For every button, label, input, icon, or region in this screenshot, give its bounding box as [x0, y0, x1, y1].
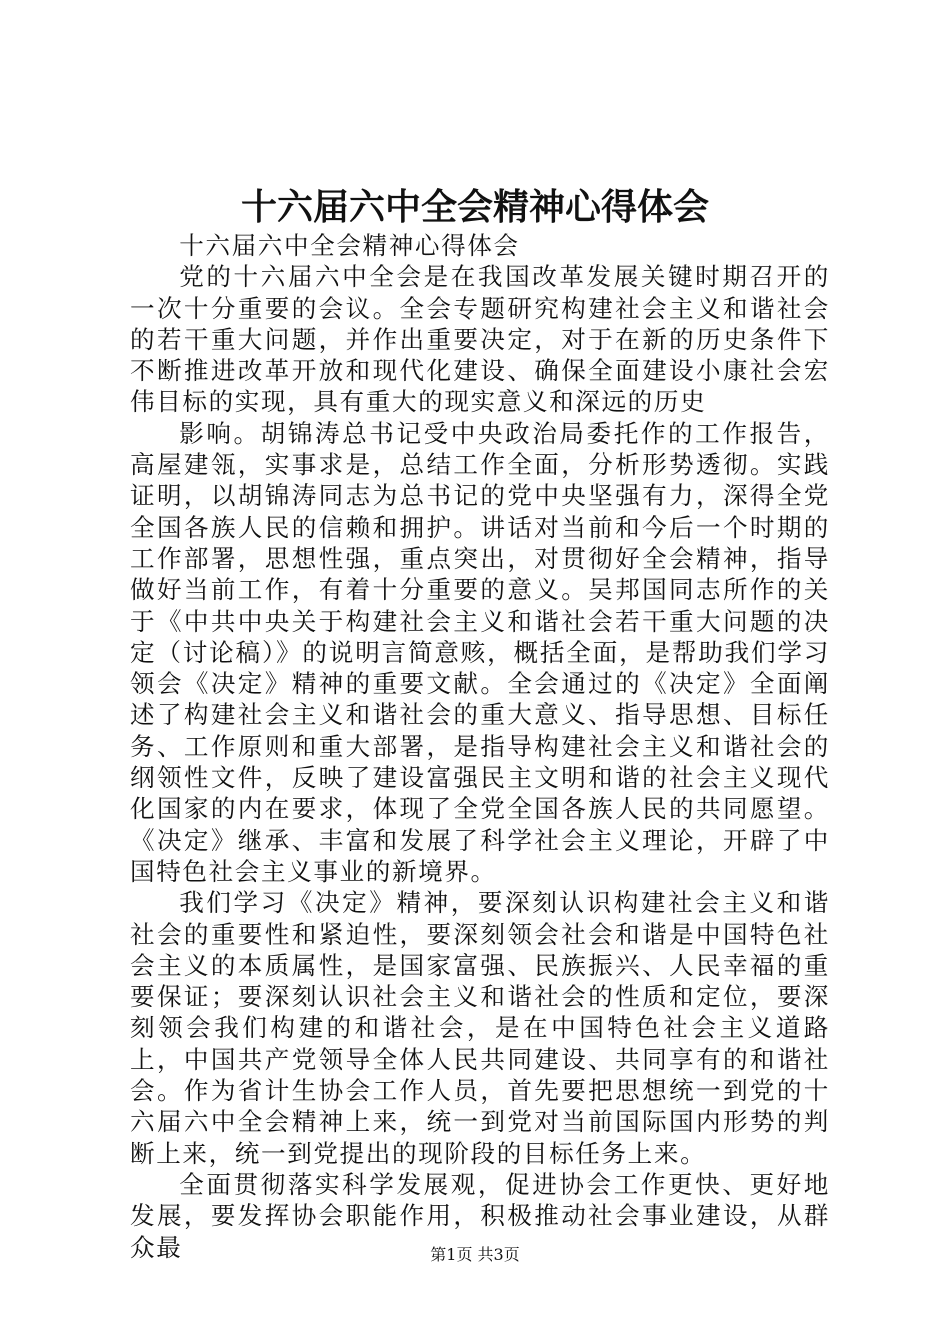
body-paragraph: 我们学习《决定》精神，要深刻认识构建社会主义和谐社会的重要性和紧迫性，要深刻领会社会和谐是中国特色社会主义的本质属性，是国家富强、民族振兴、人民幸福的重要保证；要深刻认识社会主义和谐社会的性质和定位，要深刻领会我们构建的和谐社会，是在中国特色社会主义道路上，中国共产党领导全体人民共同建设、共同享有的和谐社会。作为省计生协会工作人员，首先要把思想统一到党的十六届六中全会精神上来，统一到党对当前国际国内形势的判断上来，统一到党提出的现阶段的目标任务上来。	[130, 888, 830, 1168]
document-title: 十六届六中全会精神心得体会	[240, 187, 709, 228]
body-paragraph: 十六届六中全会精神心得体会	[179, 231, 520, 260]
page-footer	[0, 1244, 950, 1266]
body-paragraph: 全面贯彻落实科学发展观，促进协会工作更快、更好地发展，要发挥协会职能作用，积极推动社会事业建设，从群众最	[130, 1169, 830, 1262]
page-number: 第1页 共3页	[430, 1245, 520, 1264]
body-paragraph: 党的十六届六中全会是在我国改革发展关键时期召开的一次十分重要的会议。全会专题研究构建社会主义和谐社会的若干重大问题，并作出重要决定，对于在新的历史条件下不断推进改革开放和现代化建设、确保全面建设小康社会宏伟目标的实现，具有重大的现实意义和深远的历史	[130, 262, 830, 417]
document-body	[130, 230, 830, 1263]
body-paragraph: 影响。胡锦涛总书记受中央政治局委托作的工作报告，高屋建瓴，实事求是，总结工作全面，分析形势透彻。实践证明，以胡锦涛同志为总书记的党中央坚强有力，深得全党全国各族人民的信赖和拥护。讲话对当前和今后一个时期的工作部署，思想性强，重点突出，对贯彻好全会精神，指导做好当前工作，有着十分重要的意义。吴邦国同志所作的关于《中共中央关于构建社会主义和谐社会若干重大问题的决定（讨论稿）》的说明言简意赅，概括全面，是帮助我们学习领会《决定》精神的重要文献。全会通过的《决定》全面阐述了构建社会主义和谐社会的重大意义、指导思想、目标任务、工作原则和重大部署，是指导构建社会主义和谐社会的纲领性文件，反映了建设富强民主文明和谐的社会主义现代化国家的内在要求，体现了全党全国各族人民的共同愿望。《决定》继承、丰富和发展了科学社会主义理论，开辟了中国特色社会主义事业的新境界。	[130, 418, 830, 886]
